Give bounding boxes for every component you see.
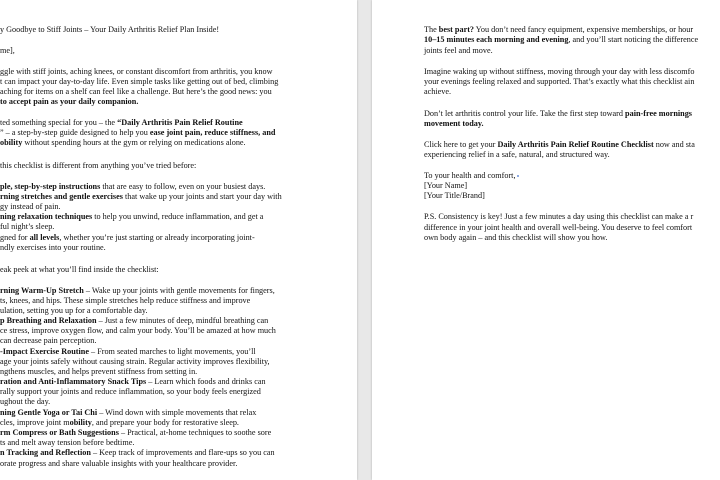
item-line-11: rally support your joints and reduce inflammation, so your body feels energized (0, 387, 261, 396)
document-page-right (372, 0, 720, 480)
ps-line-1: P.S. Consistency is key! Just a few minutes a day using this checklist can make a r (424, 212, 694, 221)
intro-line-1: ggle with stiff joints, aching knees, or constant discomfort from arthritis, you know (0, 67, 273, 76)
bullet-line-1: ple, step-by-step instructions that are easy to follow, even on your busiest days. (0, 182, 266, 191)
bullet-line-5: ful night’s sleep. (0, 222, 55, 231)
imagine-line-2: your evenings feeling relaxed and supported. That’s exactly what this checklist ain (424, 77, 695, 86)
offer-line-2: ” – a step-by-step guide designed to help you ease joint pain, reduce stiffness, and (0, 128, 276, 137)
control-line-1: Don’t let arthritis control your life. Take the first step toward pain-free mornings (424, 109, 692, 118)
item-line-14: cles, improve joint mobility, and prepare your body for restorative sleep. (0, 418, 239, 427)
different-intro: this checklist is different from anything you’ve tried before: (0, 161, 197, 170)
item-line-13: ning Gentle Yoga or Tai Chi – Wind down with simple movements that relax (0, 408, 257, 417)
item-line-12: ughout the day. (0, 397, 51, 406)
bullet-line-6: gned for all levels, whether you’re just starting or already incorporating joint- (0, 233, 255, 242)
bullet-line-2: rning stretches and gentle exercises that wake up your joints and start your day with (0, 192, 282, 201)
intro-line-2: t can impact your day-to-day life. Even simple tasks like getting out of bed, climbing (0, 77, 279, 86)
item-line-9: ngthens muscles, and helps prevent stiffness from setting in. (0, 367, 198, 376)
email-subject: y Goodbye to Stiff Joints – Your Daily Arthritis Relief Plan Inside! (0, 25, 220, 34)
item-line-4: p Breathing and Relaxation – Just a few minutes of deep, mindful breathing can (0, 316, 269, 325)
signature-name: [Your Name] (424, 181, 468, 190)
control-line-2: movement today. (424, 119, 484, 128)
bullet-line-4: ning relaxation techniques to help you unwind, reduce inflammation, and get a (0, 212, 264, 221)
best-part-line-1: The best part? You don’t need fancy equipment, expensive memberships, or hour (424, 25, 694, 34)
item-line-10: ration and Anti-Inflammatory Snack Tips – Learn which foods and drinks can (0, 377, 266, 386)
bullet-line-7: ndly exercises into your routine. (0, 243, 106, 252)
ps-line-2: difference in your joint health and overall well-being. You deserve to feel comfort (424, 223, 693, 232)
item-line-3: ulation, setting you up for a comfortable day. (0, 306, 148, 315)
offer-line-1: ted something special for you – the “Daily Arthritis Pain Relief Routine (0, 118, 243, 127)
text-cursor-icon (517, 175, 519, 177)
item-line-15: rm Compress or Bath Suggestions – Practical, at-home techniques to soothe sore (0, 428, 272, 437)
imagine-line-3: achieve. (424, 87, 452, 96)
best-part-line-2: 10–15 minutes each morning and evening, and you’ll start noticing the difference (424, 35, 699, 44)
item-line-2: ts, knees, and hips. These simple stretches help reduce stiffness and improve (0, 296, 251, 305)
item-line-17: n Tracking and Reflection – Keep track of improvements and flare-ups so you can (0, 448, 275, 457)
item-line-8: age your joints safely without causing strain. Regular activity improves flexibility, (0, 357, 270, 366)
item-line-18: orate progress and share valuable insights with your healthcare provider. (0, 459, 238, 468)
best-part-line-3: joints feel and move. (424, 46, 493, 55)
item-line-5: ce stress, improve oxygen flow, and calm your body. You’ll be amazed at how much (0, 326, 276, 335)
signature-title: [Your Title/Brand] (424, 191, 485, 200)
cta-line-1: Click here to get your Daily Arthritis Pain Relief Routine Checklist now and sta (424, 140, 695, 149)
bullet-line-3: gy instead of pain. (0, 202, 61, 211)
intro-line-4: to accept pain as your daily companion. (0, 97, 139, 106)
offer-line-3: obility without spending hours at the gym or relying on medications alone. (0, 138, 246, 147)
item-line-6: can decrease pain perception. (0, 336, 97, 345)
cta-line-2: experiencing relief in a safe, natural, and structured way. (424, 150, 610, 159)
document-page-left (0, 0, 357, 480)
item-line-1: rning Warm-Up Stretch – Wake up your joints with gentle movements for fingers, (0, 286, 275, 295)
peek-intro: eak peek at what you’ll find inside the checklist: (0, 265, 159, 274)
ps-line-3: own body again – and this checklist will show you how. (424, 233, 608, 242)
imagine-line-1: Imagine waking up without stiffness, moving through your day with less discomfo (424, 67, 695, 76)
greeting: me], (0, 46, 15, 55)
sign-off: To your health and comfort, (424, 171, 519, 181)
intro-line-3: aching for items on a shelf can feel like a challenge. But here’s the good news: you (0, 87, 272, 96)
item-line-7: -Impact Exercise Routine – From seated marches to light movements, you’ll (0, 347, 256, 356)
item-line-16: ts and melt away tension before bedtime. (0, 438, 135, 447)
